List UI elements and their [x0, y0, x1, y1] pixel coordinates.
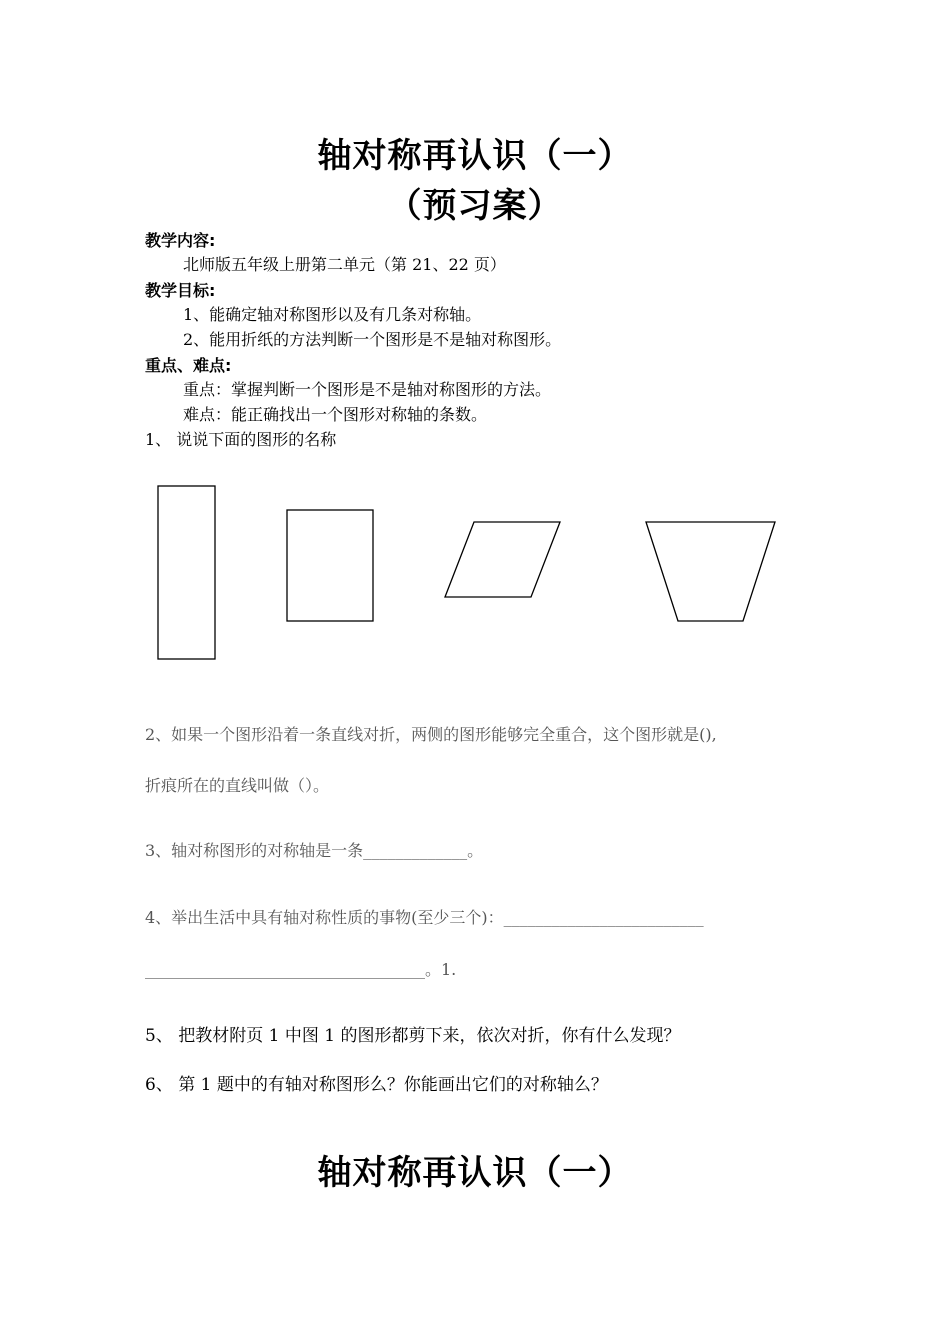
goal-item: 1、能确定轴对称图形以及有几条对称轴。: [183, 305, 482, 324]
page-title: 轴对称再认识（一）: [317, 136, 633, 176]
question-4-line1: 4、举出生活中具有轴对称性质的事物(至少三个)：_________________________: [145, 908, 704, 927]
goals-label: 教学目标:: [145, 281, 216, 300]
question-4-line2: ___________________________________。1.: [145, 960, 457, 979]
difficult-point: 难点：能正确找出一个图形对称轴的条数。: [183, 405, 488, 424]
key-label: 重点、难点:: [145, 356, 232, 375]
question-5: 5、 把教材附页 1 中图 1 的图形都剪下来，依次对折，你有什么发现？: [145, 1026, 681, 1046]
parallelogram-shape: [445, 522, 560, 597]
content-text: 北师版五年级上册第二单元（第 21、22 页）: [183, 255, 506, 274]
question-6: 6、 第 1 题中的有轴对称图形么？你能画出它们的对称轴么？: [145, 1075, 608, 1095]
goal-item: 2、能用折纸的方法判断一个图形是不是轴对称图形。: [183, 330, 562, 349]
question-2-line2: 折痕所在的直线叫做（）。: [145, 776, 330, 795]
key-point: 重点：掌握判断一个图形是不是轴对称图形的方法。: [183, 380, 552, 399]
footer-title: 轴对称再认识（一）: [317, 1153, 633, 1193]
tall-rectangle-shape: [158, 486, 215, 659]
content-label: 教学内容:: [145, 231, 216, 250]
question-2-line1: 2、如果一个图形沿着一条直线对折，两侧的图形能够完全重合，这个图形就是(),: [145, 725, 717, 744]
question-1: 1、 说说下面的图形的名称: [145, 430, 337, 449]
rectangle-shape: [287, 510, 373, 621]
trapezoid-shape: [646, 522, 775, 621]
page-subtitle: （预习案）: [387, 186, 563, 226]
question-3: 3、轴对称图形的对称轴是一条_____________。: [145, 841, 484, 860]
